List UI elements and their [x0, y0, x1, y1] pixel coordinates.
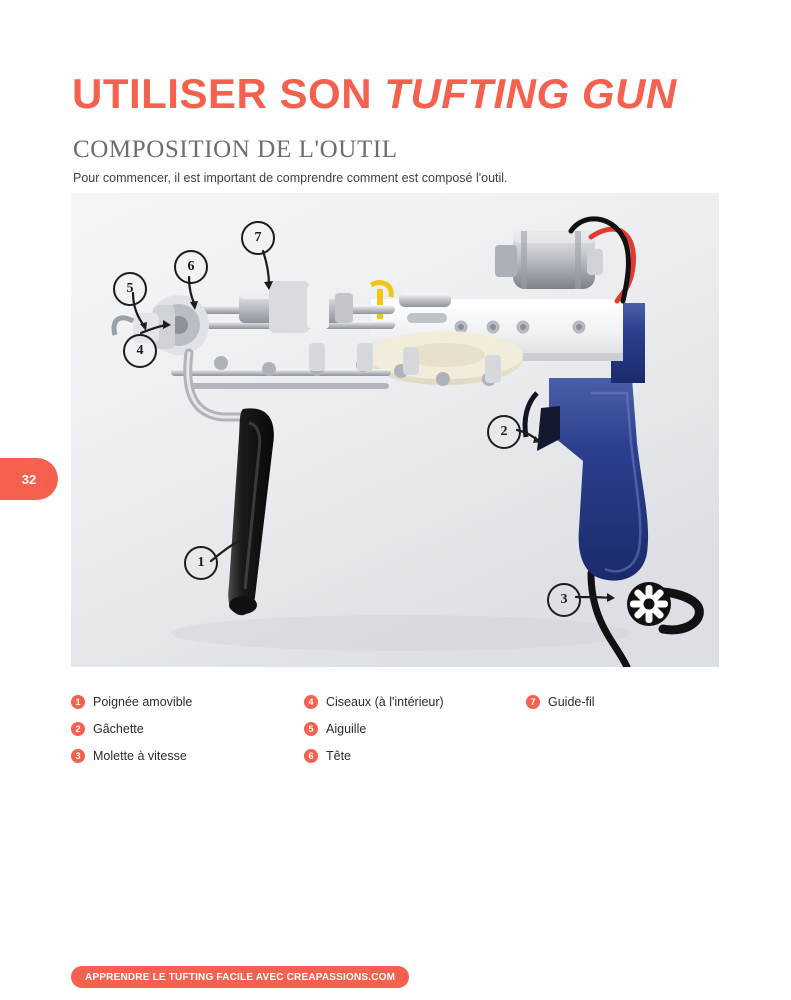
- legend-number: 3: [71, 749, 85, 763]
- intro-paragraph: Pour commencer, il est important de comprendre comment est composé l'outil.: [73, 170, 508, 185]
- legend-label: Ciseaux (à l'intérieur): [326, 694, 444, 709]
- legend-column-2: [304, 688, 444, 769]
- legend-column-1: [71, 688, 192, 769]
- legend-number: 6: [304, 749, 318, 763]
- tufting-gun-photo: [71, 193, 719, 667]
- legend-number: 5: [304, 722, 318, 736]
- legend-number: 1: [71, 695, 85, 709]
- legend-item: [526, 688, 595, 715]
- photo-callout-6: 6: [174, 250, 208, 284]
- page-number-tab: 32: [0, 458, 58, 500]
- legend-label: Guide-fil: [548, 694, 595, 709]
- legend-item: [71, 715, 192, 742]
- photo-callout-3: 3: [547, 583, 581, 617]
- legend-item: [304, 715, 444, 742]
- legend-item: [304, 688, 444, 715]
- page-title-part1: UTILISER SON: [72, 70, 385, 118]
- photo-callout-2: 2: [487, 415, 521, 449]
- photo-callout-4: 4: [123, 334, 157, 368]
- legend-column-3: [526, 688, 595, 715]
- legend-number: 2: [71, 722, 85, 736]
- legend-item: [304, 742, 444, 769]
- legend-number: 7: [526, 695, 540, 709]
- tufting-gun-illustration: [71, 193, 719, 667]
- legend-label: Aiguille: [326, 721, 367, 736]
- legend-number: 4: [304, 695, 318, 709]
- legend-item: [71, 688, 192, 715]
- legend-label: Tête: [326, 748, 352, 763]
- page-title: [72, 70, 677, 118]
- photo-callout-5: 5: [113, 272, 147, 306]
- photo-callout-7: 7: [241, 221, 275, 255]
- footer-banner: APPRENDRE LE TUFTING FACILE AVEC CREAPASSIONS.COM: [71, 966, 409, 988]
- legend-item: [71, 742, 192, 769]
- page-title-part2: TUFTING GUN: [384, 70, 677, 118]
- legend-label: Gâchette: [93, 721, 144, 736]
- photo-callout-1: 1: [184, 546, 218, 580]
- legend-label: Poignée amovible: [93, 694, 193, 709]
- section-heading: COMPOSITION DE L'OUTIL: [73, 135, 398, 163]
- legend-label: Molette à vitesse: [93, 748, 187, 763]
